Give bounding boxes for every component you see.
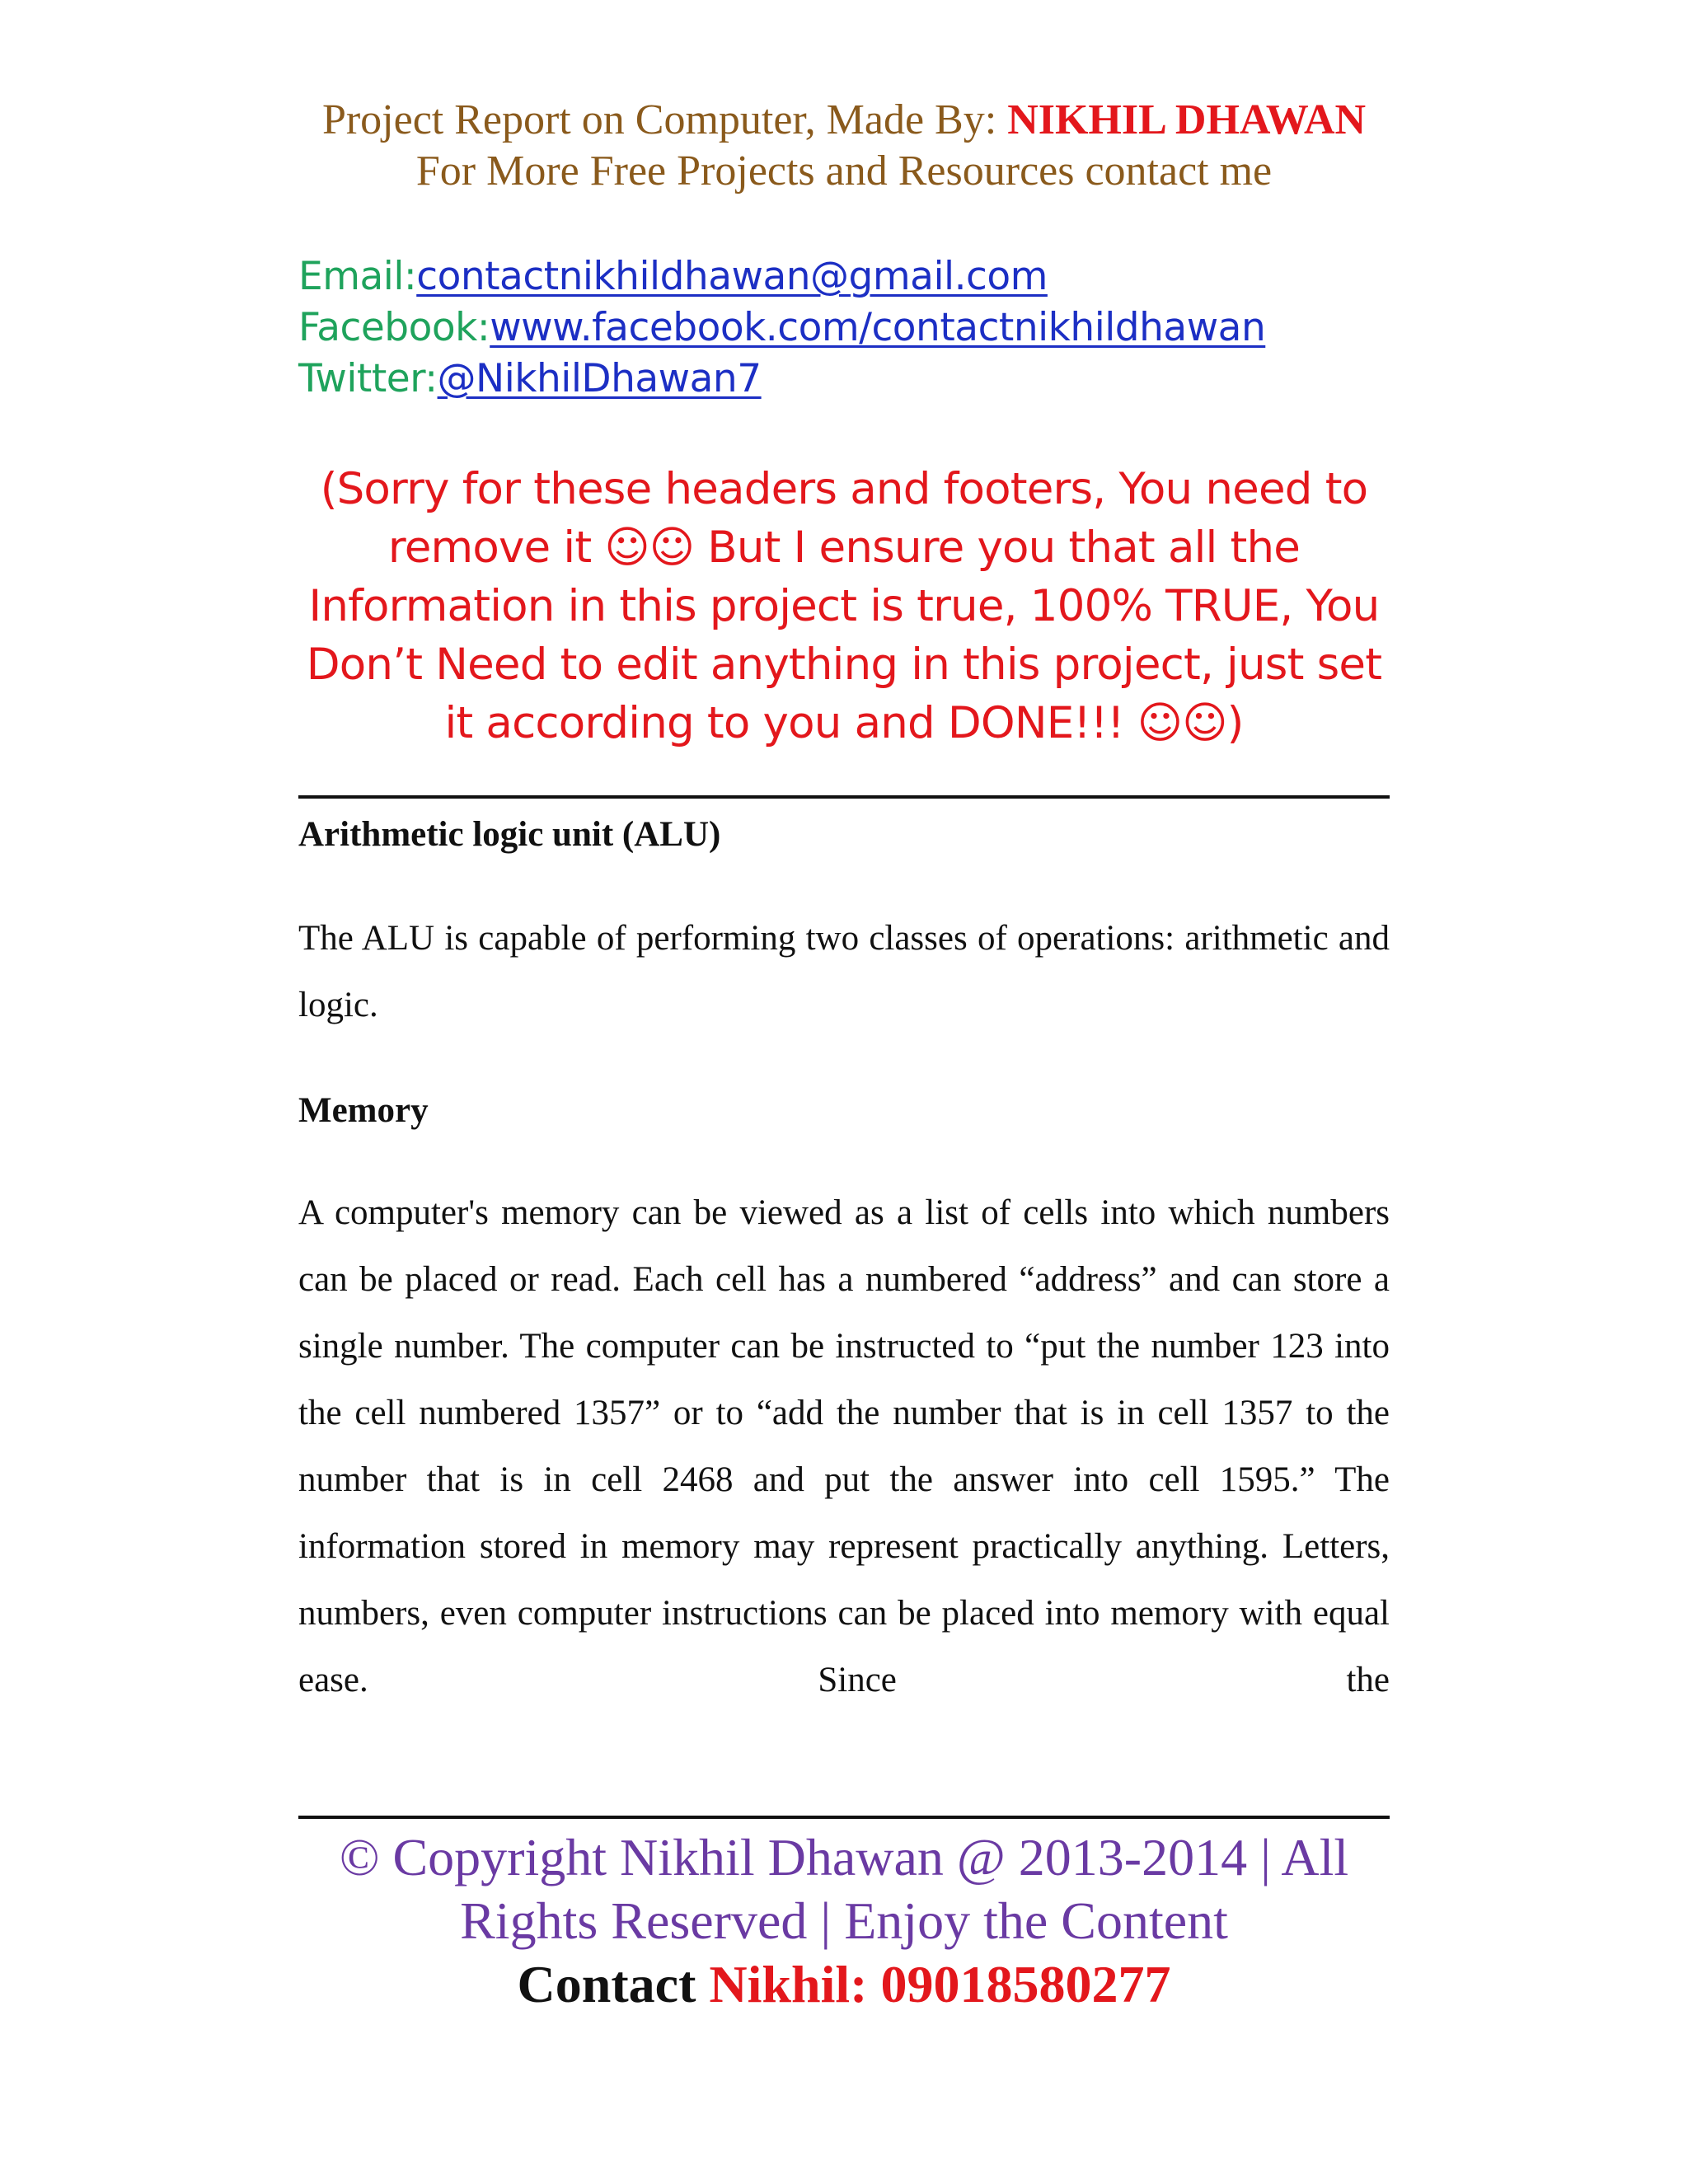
disclaimer-line: remove it ☺☺ But I ensure you that all the [387, 523, 1301, 573]
disclaimer-line: (Sorry for these headers and footers, You need to [320, 464, 1368, 514]
email-label: Email: [298, 254, 417, 299]
disclaimer-line: it according to you and DONE!!! ☺☺) [444, 698, 1244, 748]
copyright-line: © Copyright Nikhil Dhawan @ 2013-2014 | All [339, 1828, 1349, 1886]
email-row [298, 251, 1390, 302]
disclaimer-line: Don’t Need to edit anything in this project, just set [306, 640, 1382, 690]
twitter-link[interactable]: @NikhilDhawan7 [437, 356, 762, 401]
header-title-line [298, 95, 1390, 146]
contact-block [298, 251, 1390, 405]
header-divider [298, 795, 1390, 799]
author-name: NIKHIL DHAWAN [1007, 96, 1367, 143]
alu-paragraph: The ALU is capable of performing two classes of operations: arithmetic and logic. [298, 919, 1390, 1024]
email-link[interactable]: contactnikhildhawan@gmail.com [416, 254, 1048, 299]
memory-heading: Memory [298, 1091, 429, 1130]
facebook-link[interactable]: www.facebook.com/contactnikhildhawan [490, 305, 1266, 350]
footer-divider [298, 1816, 1390, 1819]
header-subtitle: For More Free Projects and Resources contact me [415, 148, 1273, 194]
header-title-prefix: Project Report on Computer, Made By: [321, 96, 1008, 143]
footer-contact-line [298, 1952, 1390, 2016]
disclaimer-line: Information in this project is true, 100% TRUE, You [308, 581, 1380, 631]
disclaimer-notice [298, 460, 1390, 752]
facebook-label: Facebook: [298, 305, 490, 350]
memory-paragraph: A computer's memory can be viewed as a list of cells into which numbers can be placed or read. Each cell has a numbered “address” and can store a single number. The computer can be instructed to “put the number 123 into the cell numbered 1357” or to “add the number that is in cell 1357 to the number that is in cell 2468 and put the answer into cell 1595.” The information stored in memory may represent practically anything. Letters, numbers, even computer instructions can be placed into memory with equal ease. Since the [298, 1193, 1390, 1699]
footer-contact-prefix: Contact [517, 1955, 710, 2013]
page-header [298, 95, 1390, 197]
twitter-row [298, 354, 1390, 405]
facebook-row [298, 302, 1390, 354]
footer-contact-value: Nikhil: 09018580277 [709, 1955, 1171, 2013]
rights-line: Rights Reserved | Enjoy the Content [460, 1891, 1228, 1950]
alu-heading: Arithmetic logic unit (ALU) [298, 815, 721, 854]
page-footer [298, 1825, 1390, 2016]
twitter-label: Twitter: [298, 356, 438, 401]
